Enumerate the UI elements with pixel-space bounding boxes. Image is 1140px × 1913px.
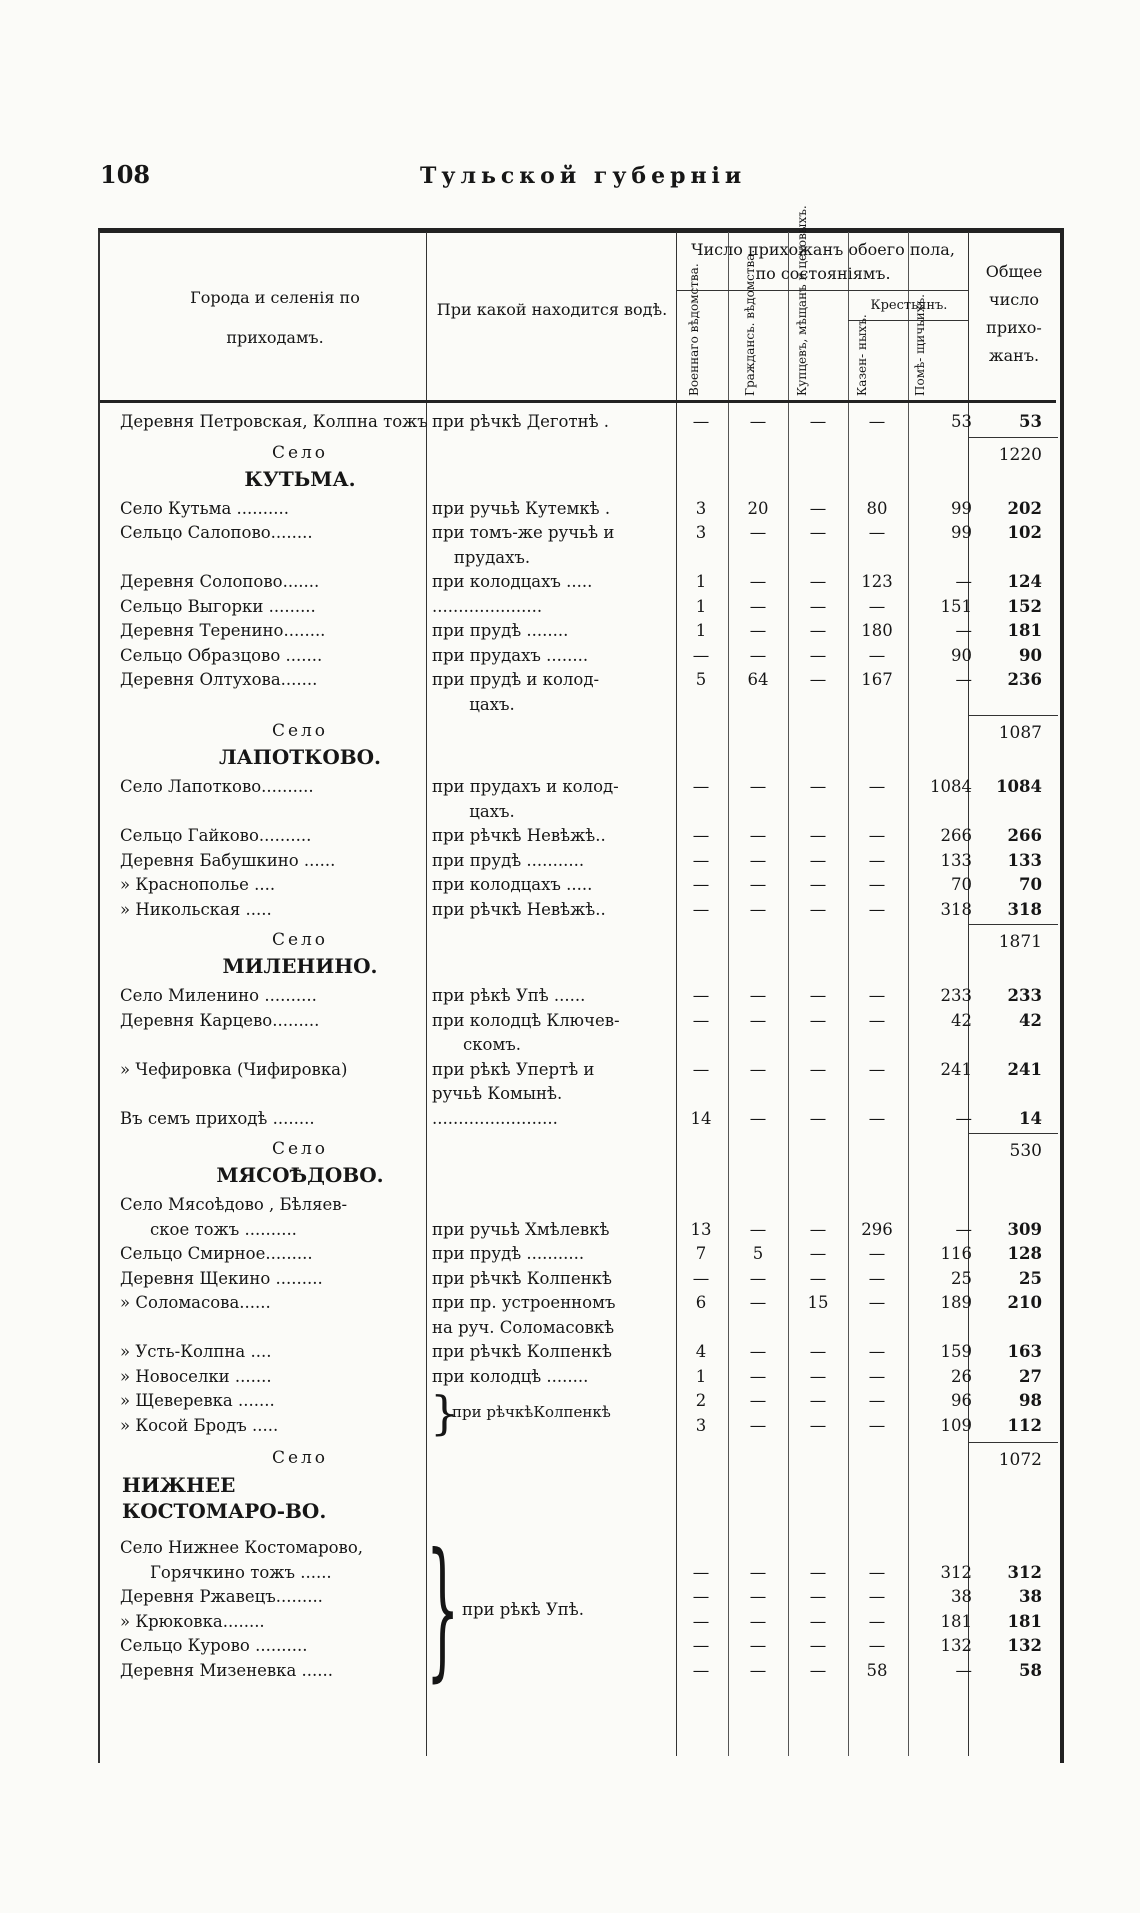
count-c3: — [809, 899, 827, 919]
village-name: Деревня Щекино ......... [120, 1268, 323, 1288]
count-c5: — [955, 572, 972, 591]
water-source: при прудѣ ........... [432, 850, 585, 870]
count-c6: 124 [1007, 572, 1042, 591]
count-c1: — [692, 986, 710, 1005]
count-c1: 3 [695, 498, 707, 518]
count-c5: 38 [951, 1587, 972, 1606]
village-name: Сельцо Смирное......... [120, 1244, 313, 1263]
brace: } [430, 1386, 460, 1440]
village-name: Сельцо Салопово........ [120, 523, 313, 542]
count-c1: 5 [695, 670, 707, 689]
section-word: Село [271, 1139, 329, 1159]
count-c5: 26 [951, 1366, 972, 1386]
count-c5: — [955, 670, 972, 689]
count-c4: — [868, 1587, 886, 1606]
count-c1: 3 [695, 1415, 707, 1435]
water-source: при колодцѣ Ключев- [432, 1010, 620, 1030]
count-c5: 90 [951, 645, 972, 665]
count-c5: 181 [940, 1611, 972, 1631]
village-name: Деревня Ржавецъ......... [120, 1587, 323, 1606]
section-total: 1871 [998, 932, 1042, 952]
count-c4: — [868, 596, 886, 616]
col-rule [788, 232, 789, 1756]
count-c5: 70 [951, 875, 972, 894]
count-c4: — [868, 1391, 886, 1410]
count-c5: 109 [940, 1415, 972, 1435]
count-c2: — [749, 777, 767, 796]
section-word: Село [271, 930, 329, 950]
village-name: Деревня Петровская, Колпна тожъ [120, 412, 428, 431]
water-source: при ручьѣ Хмѣлевкѣ [432, 1219, 610, 1239]
total-rule [968, 437, 1058, 438]
count-c3: — [809, 1268, 827, 1288]
count-c2: — [749, 1342, 767, 1361]
count-c3: — [809, 1391, 827, 1410]
village-name: Сельцо Гайково.......... [120, 826, 312, 845]
water-source: при прудахъ ........ [432, 645, 589, 665]
section-word: Село [271, 442, 329, 463]
village-name: Деревня Солопово....... [120, 572, 320, 591]
count-c1: 6 [695, 1293, 707, 1312]
section-total: 530 [1009, 1141, 1042, 1161]
count-c6: 181 [1007, 621, 1042, 640]
water-source: при ручьѣ Кутемкѣ . [432, 498, 611, 518]
col-rule [728, 232, 729, 1756]
water-source: при колодцахъ ..... [432, 875, 593, 894]
count-c4: — [868, 875, 886, 894]
count-c5: 159 [940, 1342, 972, 1361]
col-rule [848, 232, 849, 1756]
section-total: 1220 [998, 444, 1042, 465]
count-c1: — [692, 1660, 710, 1680]
brace: } [426, 1522, 460, 1696]
count-c3: — [809, 670, 827, 689]
count-c6: 312 [1007, 1562, 1042, 1582]
water-source: при рѣкѣ Упѣ. [462, 1600, 584, 1619]
count-c5: 133 [940, 850, 972, 870]
count-c1: — [692, 875, 710, 894]
water-source-cont: цахъ. [469, 801, 515, 821]
count-c6: 133 [1007, 850, 1042, 870]
count-c5: 132 [940, 1636, 972, 1655]
village-name: Деревня Мизеневка ...... [120, 1660, 334, 1680]
water-source: при прудѣ ........ [432, 621, 569, 640]
count-c4: — [868, 986, 886, 1005]
count-c6: 90 [1019, 645, 1042, 665]
village-name: Деревня Карцево......... [120, 1010, 320, 1030]
village-name: » Крюковка........ [120, 1611, 265, 1631]
count-c1: 1 [695, 621, 707, 640]
count-c1: — [692, 826, 710, 845]
count-c6: 27 [1019, 1366, 1042, 1386]
village-name: Деревня Теренино........ [120, 621, 326, 640]
count-c1: — [692, 645, 710, 665]
count-c4: — [868, 1244, 886, 1263]
count-c4: — [868, 412, 886, 431]
count-c6: 128 [1007, 1244, 1042, 1263]
water-source: при рѣчкѣ Невѣжѣ.. [432, 899, 606, 919]
header-total: Общее число прихо- жанъ. [985, 262, 1043, 365]
water-source: при рѣчкѣ Деготнѣ . [432, 412, 610, 431]
section-total: 1087 [998, 723, 1042, 743]
count-c6: 152 [1007, 596, 1042, 616]
count-c3: — [809, 645, 827, 665]
count-c4: — [868, 1059, 886, 1079]
count-c2: — [749, 1293, 767, 1312]
count-c1: 1 [695, 1366, 707, 1386]
count-c6: 241 [1007, 1059, 1042, 1079]
count-c2: — [749, 1415, 767, 1435]
count-c4: 167 [861, 670, 893, 689]
count-c3: — [809, 1342, 827, 1361]
count-c6: 25 [1019, 1268, 1042, 1288]
count-c4: — [868, 899, 886, 919]
count-c5: 116 [940, 1244, 972, 1263]
count-c4: 296 [861, 1219, 893, 1239]
count-c3: — [809, 1059, 827, 1079]
header-military: Военнаго вѣдомства. [687, 263, 701, 396]
count-c6: 181 [1007, 1611, 1042, 1631]
count-c5: 42 [951, 1010, 972, 1030]
count-c1: 1 [695, 572, 707, 591]
count-c3: — [809, 1415, 827, 1435]
count-c2: — [749, 523, 767, 542]
header-merchants: Купцевъ, мѣщанъ и цеховыхъ. [795, 205, 809, 396]
water-source: при пр. устроенномъ [432, 1293, 616, 1312]
village-name: Деревня Бабушкино ...... [120, 850, 336, 870]
count-c5: 96 [951, 1391, 972, 1410]
count-c2: — [749, 1636, 767, 1655]
count-c6: 233 [1007, 986, 1042, 1005]
section-name: НИЖНЕЕ КОСТОМАРО-ВО. [122, 1473, 327, 1523]
water-source: ........................ [432, 1108, 558, 1128]
count-c2: — [749, 1108, 767, 1128]
count-c4: — [868, 1611, 886, 1631]
count-c2: 64 [747, 670, 769, 689]
count-c3: — [809, 850, 827, 870]
count-c2: — [749, 826, 767, 845]
count-c3: — [809, 1587, 827, 1606]
count-c1: — [692, 899, 710, 919]
water-source: при томъ-же ручьѣ и [432, 523, 615, 542]
count-c3: — [809, 1219, 827, 1239]
total-rule [968, 1442, 1058, 1443]
count-c3: — [809, 1636, 827, 1655]
count-c6: 38 [1019, 1587, 1042, 1606]
count-c1: 4 [695, 1342, 707, 1361]
count-c3: — [809, 1244, 827, 1263]
count-c1: 3 [695, 523, 707, 542]
village-name: Село Нижнее Костомарово, [120, 1538, 364, 1557]
count-c6: 202 [1007, 498, 1042, 518]
count-c1: — [692, 1611, 710, 1631]
page-number: 108 [100, 160, 151, 189]
water-source: при рѣчкѣ Колпенкѣ [432, 1268, 612, 1288]
village-name: Сельцо Выгорки ......... [120, 596, 316, 616]
count-c3: — [809, 777, 827, 796]
count-c3: — [809, 412, 827, 431]
count-c3: — [809, 498, 827, 518]
section-name: МЯСОѢДОВО. [216, 1163, 384, 1187]
count-c2: 20 [747, 498, 769, 518]
village-name: » Чефировка (Чифировка) [120, 1059, 348, 1079]
village-name: Сельцо Курово .......... [120, 1636, 308, 1655]
village-name: » Косой Бродъ ..... [120, 1415, 279, 1435]
count-c6: 53 [1019, 412, 1042, 431]
header-rule [100, 400, 1056, 403]
water-source: ..................... [432, 596, 543, 616]
water-source-cont: ручьѣ Комынѣ. [432, 1084, 563, 1103]
running-head: Тульской губерніи [420, 163, 747, 189]
section-name: МИЛЕНИНО. [222, 954, 378, 978]
count-c3: — [809, 572, 827, 591]
count-c4: — [868, 1366, 886, 1386]
count-c5: 312 [940, 1562, 972, 1582]
count-c6: 98 [1019, 1391, 1042, 1410]
total-rule [968, 1133, 1058, 1134]
count-c5: 318 [940, 899, 972, 919]
count-c5: 53 [951, 412, 972, 431]
count-c2: — [749, 1219, 767, 1239]
water-source: при прудѣ и колод- [432, 670, 600, 689]
count-c3: — [809, 1010, 827, 1030]
water-source-cont: цахъ. [469, 694, 515, 714]
count-c1: — [692, 412, 710, 431]
count-c1: 2 [695, 1391, 707, 1410]
village-name: Село Лапотково.......... [120, 777, 314, 796]
header-peasants: Крестьянъ. [870, 298, 948, 313]
count-c5: — [955, 1219, 972, 1239]
village-name: » Никольская ..... [120, 899, 272, 919]
village-name: » Соломасова...... [120, 1293, 271, 1312]
header-landlord: Помѣ- щичьихъ. [913, 294, 927, 396]
count-c5: 266 [940, 826, 972, 845]
village-name: » Краснополье .... [120, 875, 276, 894]
section-name: КУТЬМА. [244, 466, 356, 491]
count-c6: 266 [1007, 826, 1042, 845]
header-water: При какой находится водѣ. [436, 300, 668, 319]
header-state: Казен- ныхъ. [855, 314, 869, 396]
count-c5: 241 [940, 1059, 972, 1079]
count-c6: 14 [1019, 1108, 1042, 1128]
count-c2: — [749, 1059, 767, 1079]
water-source: при прудахъ и колод- [432, 777, 619, 796]
count-c4: 180 [861, 621, 893, 640]
count-c3: — [809, 986, 827, 1005]
count-c3: — [809, 596, 827, 616]
village-name: Село Мясоѣдово , Бѣляев- [120, 1195, 348, 1214]
section-word: Село [271, 721, 329, 741]
count-c2: — [749, 1562, 767, 1582]
water-source: при колодцѣ ........ [432, 1366, 589, 1386]
count-c3: — [809, 1611, 827, 1631]
count-c1: — [692, 1587, 710, 1606]
count-c5: 189 [940, 1293, 972, 1312]
water-source: при рѣкѣ Упѣ ...... [432, 986, 586, 1005]
count-c2: — [749, 1010, 767, 1030]
water-source: при рѣчкѣ Невѣжѣ.. [432, 826, 606, 845]
count-c4: — [868, 777, 886, 796]
count-c6: 112 [1007, 1415, 1042, 1435]
header-rule [676, 290, 968, 291]
count-c3: — [809, 875, 827, 894]
count-c4: — [868, 1342, 886, 1361]
village-name: Деревня Олтухова....... [120, 670, 318, 689]
count-c4: — [868, 1268, 886, 1288]
count-c3: — [809, 621, 827, 640]
village-name: » Усть-Колпна .... [120, 1342, 272, 1361]
header-civil: Граждансь. вѣдомства. [743, 249, 757, 396]
count-c6: 210 [1007, 1293, 1042, 1312]
village-name-cont: Горячкино тожъ ...... [150, 1562, 332, 1582]
count-c1: 14 [690, 1108, 712, 1128]
count-c6: 102 [1007, 523, 1042, 542]
village-name: » Щеверевка ....... [120, 1391, 275, 1410]
village-name: Село Кутьма .......... [120, 498, 290, 518]
count-c2: — [749, 850, 767, 870]
count-c1: — [692, 1562, 710, 1582]
village-name: » Новоселки ....... [120, 1366, 272, 1386]
count-c2: — [749, 1391, 767, 1410]
count-c2: 5 [752, 1244, 764, 1263]
count-c2: — [749, 412, 767, 431]
count-c4: — [868, 1293, 886, 1312]
total-rule [968, 924, 1058, 925]
water-source: при прудѣ ........... [432, 1244, 585, 1263]
count-c5: 233 [940, 986, 972, 1005]
total-rule [968, 715, 1058, 716]
count-c4: — [868, 1010, 886, 1030]
count-c2: — [749, 875, 767, 894]
count-c6: 132 [1007, 1636, 1042, 1655]
count-c6: 163 [1007, 1342, 1042, 1361]
count-c2: — [749, 1587, 767, 1606]
water-source: при рѣчкѣКолпенкѣ [452, 1403, 611, 1421]
count-c3: — [809, 826, 827, 845]
water-source: при колодцахъ ..... [432, 572, 593, 591]
section-word: Село [271, 1448, 329, 1468]
count-c4: 123 [861, 572, 893, 591]
water-source-cont: на руч. Соломасовкѣ [432, 1317, 615, 1337]
count-c5: — [955, 1108, 972, 1128]
count-c4: — [868, 523, 886, 542]
water-source: при рѣчкѣ Колпенкѣ [432, 1342, 612, 1361]
count-c3: — [809, 1366, 827, 1386]
section-name: ЛАПОТКОВО. [218, 745, 382, 769]
count-c5: 99 [951, 523, 972, 542]
count-c2: — [749, 596, 767, 616]
count-c1: 13 [690, 1219, 712, 1239]
count-c2: — [749, 572, 767, 591]
count-c2: — [749, 621, 767, 640]
water-source-cont: прудахъ. [453, 547, 531, 567]
count-c1: — [692, 777, 710, 796]
count-c2: — [749, 645, 767, 665]
count-c5: 1084 [930, 777, 972, 796]
count-c2: — [749, 1611, 767, 1631]
count-c4: — [868, 1415, 886, 1435]
count-c5: 151 [940, 596, 972, 616]
village-name: Село Миленино .......... [120, 986, 317, 1005]
count-c4: 80 [866, 498, 888, 518]
count-c6: 1084 [996, 777, 1042, 796]
count-c1: — [692, 1636, 710, 1655]
count-c6: 309 [1007, 1219, 1042, 1239]
count-c2: — [749, 1268, 767, 1288]
count-c3: — [809, 1562, 827, 1582]
count-c4: — [868, 1108, 886, 1128]
count-c6: 58 [1019, 1660, 1042, 1680]
count-c5: 99 [951, 498, 972, 518]
village-name: Сельцо Образцово ....... [120, 645, 323, 665]
col-rule [676, 232, 677, 1756]
count-c1: — [692, 1268, 710, 1288]
header-group: Число прихожанъ обоего пола, по состояніямъ. [691, 240, 955, 283]
count-c6: 318 [1007, 899, 1042, 919]
village-name: Въ семъ приходѣ ........ [120, 1108, 315, 1128]
count-c1: — [692, 850, 710, 870]
count-c3: — [809, 523, 827, 542]
water-source-cont: скомъ. [462, 1035, 522, 1054]
count-c1: 1 [695, 596, 707, 616]
count-c6: 70 [1019, 875, 1042, 894]
count-c2: — [749, 899, 767, 919]
count-c2: — [749, 986, 767, 1005]
count-c3: 15 [807, 1293, 829, 1312]
count-c3: — [809, 1108, 827, 1128]
count-c4: — [868, 1562, 886, 1582]
count-c1: 7 [695, 1244, 707, 1263]
count-c2: — [749, 1660, 767, 1680]
village-name-cont: ское тожъ .......... [150, 1219, 297, 1239]
section-total: 1072 [998, 1450, 1042, 1470]
count-c6: 42 [1019, 1010, 1042, 1030]
water-source: при рѣкѣ Упертѣ и [432, 1059, 595, 1079]
count-c3: — [809, 1660, 827, 1680]
count-c5: 25 [951, 1268, 972, 1288]
count-c5: — [955, 621, 972, 640]
count-c4: — [868, 645, 886, 665]
count-c4: 58 [866, 1660, 888, 1680]
count-c2: — [749, 1366, 767, 1386]
count-c4: — [868, 1636, 886, 1655]
count-c4: — [868, 826, 886, 845]
count-c1: — [692, 1059, 710, 1079]
count-c5: — [955, 1660, 972, 1680]
col-rule [908, 232, 909, 1756]
count-c6: 236 [1007, 670, 1042, 689]
count-c4: — [868, 850, 886, 870]
header-places: Города и селенія по приходамъ. [190, 288, 360, 347]
count-c1: — [692, 1010, 710, 1030]
